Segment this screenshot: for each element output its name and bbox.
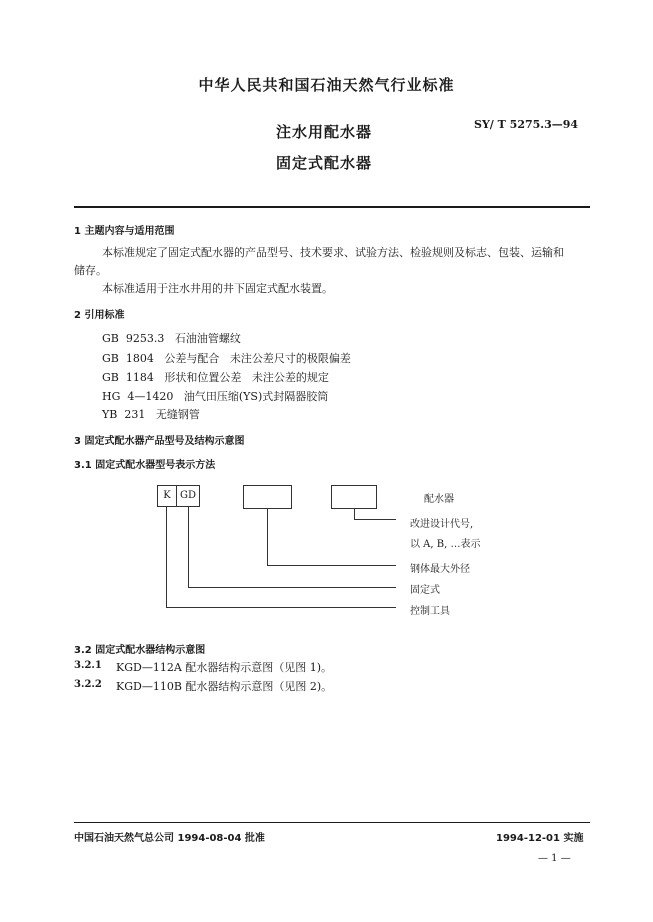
header-rule: [74, 206, 590, 208]
section-3-2-1-number: 3.2.1: [74, 660, 102, 671]
reference-item: GB 1804 公差与配合 未注公差尺寸的极限偏差: [102, 352, 351, 365]
label-fixed: 固定式: [410, 585, 440, 596]
effective-date: 1994-12-01 实施: [496, 833, 584, 844]
reference-item: YB 231 无缝钢管: [102, 408, 200, 421]
lead-line-fixed: [188, 507, 189, 587]
section-3-2-1-text: KGD—112A 配水器结构示意图（见图 1)。: [116, 661, 333, 674]
footer-rule: [74, 822, 590, 823]
label-design-code-note: 以 A, B, …表示: [410, 539, 481, 550]
lead-line-od-h: [267, 565, 396, 566]
approval-line: 中国石油天然气总公司 1994-08-04 批准: [74, 833, 265, 844]
standard-code: SY/ T 5275.3—94: [474, 118, 579, 131]
reference-item: HG 4—1420 油气田压缩(YS)式封隔器胶筒: [102, 390, 329, 403]
section-1-para-1: 本标准规定了固定式配水器的产品型号、技术要求、试验方法、检验规则及标志、包装、运输和: [102, 246, 564, 259]
label-outer-diameter: 钢体最大外径: [410, 564, 470, 575]
doc-title-sub: 固定式配水器: [276, 154, 373, 172]
label-design-code: 改进设计代号,: [410, 519, 474, 530]
box-k: K: [157, 485, 177, 507]
section-3-2-2-text: KGD—110B 配水器结构示意图（见图 2)。: [116, 680, 333, 693]
section-2-heading: 2 引用标准: [74, 310, 125, 321]
doc-title-main: 注水用配水器: [276, 123, 373, 141]
lead-line-tool-h: [166, 607, 396, 608]
box-gd: GD: [176, 485, 200, 507]
lead-line-fixed-h: [188, 587, 396, 588]
lead-line-tool: [166, 507, 167, 607]
lead-line-design-code-h: [354, 519, 396, 520]
section-3-1-heading: 3.1 固定式配水器型号表示方法: [74, 460, 216, 471]
section-1-heading: 1 主题内容与适用范围: [74, 226, 175, 237]
reference-item: GB 1184 形状和位置公差 未注公差的规定: [102, 371, 329, 384]
box-design-code: [331, 485, 377, 509]
label-distributor: 配水器: [424, 494, 454, 505]
section-3-2-2-number: 3.2.2: [74, 679, 102, 690]
section-3-2-heading: 3.2 固定式配水器结构示意图: [74, 645, 206, 656]
box-outer-diameter: [243, 485, 292, 509]
section-1-para-1-cont: 储存。: [74, 264, 107, 277]
label-control-tool: 控制工具: [410, 606, 450, 617]
page-number: — 1 —: [538, 853, 571, 864]
section-1-para-2: 本标准适用于注水井用的井下固定式配水装置。: [102, 282, 333, 295]
section-3-heading: 3 固定式配水器产品型号及结构示意图: [74, 436, 245, 447]
lead-line-design-code: [354, 509, 355, 519]
lead-line-od: [267, 509, 268, 565]
org-title: 中华人民共和国石油天然气行业标准: [198, 76, 455, 94]
reference-item: GB 9253.3 石油油管螺纹: [102, 332, 241, 345]
